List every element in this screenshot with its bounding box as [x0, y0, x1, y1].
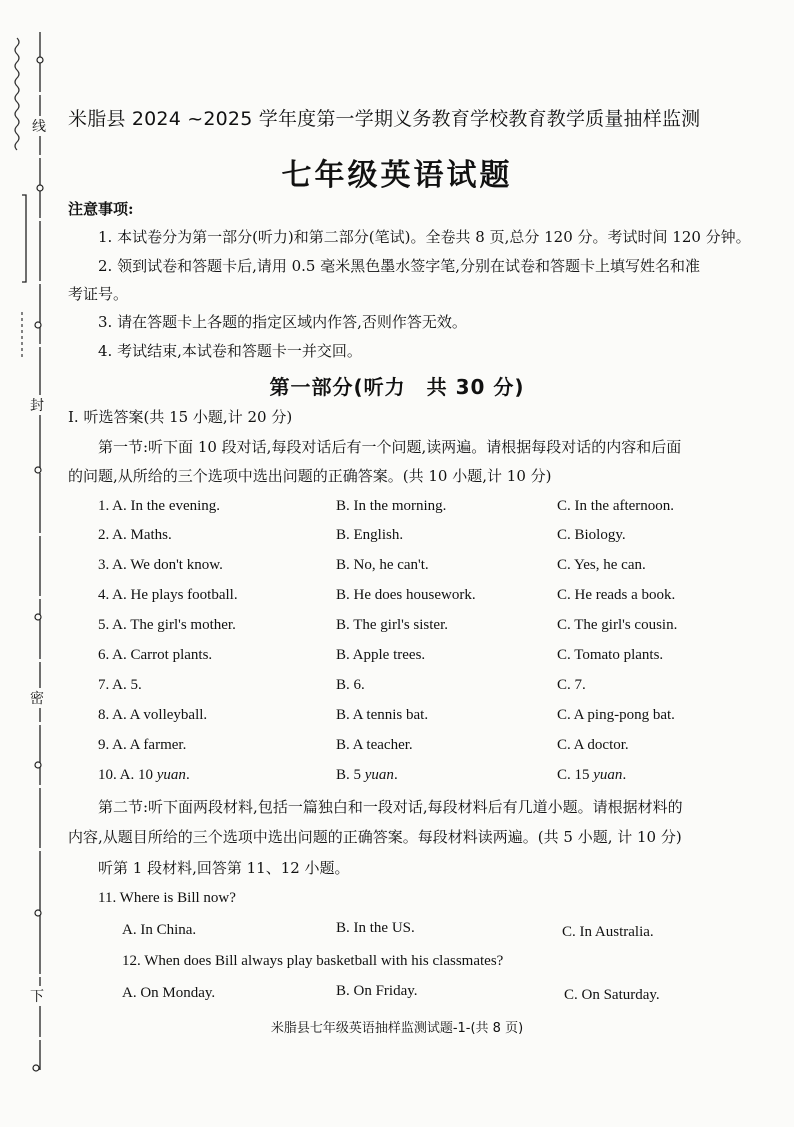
option-b: B. He does housework.: [336, 587, 476, 603]
notice-heading: 注意事项:: [68, 200, 134, 218]
question-11-stem: 11. Where is Bill now?: [98, 890, 236, 906]
option-c: C. A ping-pong bat.: [557, 707, 675, 723]
subsection-one-line-2: 的问题,从所给的三个选项中选出问题的正确答案。(共 10 小题,计 10 分): [68, 467, 552, 485]
option-b: B. English.: [336, 527, 404, 543]
binding-label-xia: 下: [30, 986, 44, 1006]
option-c: C. He reads a book.: [557, 587, 676, 603]
section-title: Ⅰ. 听选答案(共 15 小题,计 20 分): [68, 408, 293, 426]
option-c: C. Tomato plants.: [557, 647, 664, 663]
option-a: 8. A. A volleyball.: [98, 707, 208, 723]
option-a: A. In China.: [122, 922, 197, 938]
notice-item-2: 2. 领到试卷和答题卡后,请用 0.5 毫米黑色墨水签字笔,分别在试卷和答题卡上填写姓名和准: [98, 257, 701, 275]
exam-header: 米脂县 2024 ~2025 学年度第一学期义务教育学校教育教学质量抽样监测: [68, 108, 701, 130]
option-b: B. 5 yuan.: [336, 767, 398, 783]
option-c: C. On Saturday.: [564, 987, 660, 1003]
option-b: B. In the morning.: [336, 498, 447, 514]
binding-label-xian: 线: [32, 116, 46, 136]
exam-title: 七年级英语试题: [281, 158, 513, 193]
option-b: B. In the US.: [336, 920, 415, 936]
notice-item-2-cont: 考证号。: [68, 285, 129, 303]
page-footer: 米脂县七年级英语抽样监测试题-1-(共 8 页): [270, 1021, 524, 1036]
option-c: C. In the afternoon.: [557, 498, 675, 514]
option-b: B. Apple trees.: [336, 647, 426, 663]
option-a: 6. A. Carrot plants.: [98, 647, 213, 663]
notice-item-3: 3. 请在答题卡上各题的指定区域内作答,否则作答无效。: [98, 313, 467, 331]
option-a: 7. A. 5.: [98, 677, 142, 693]
option-b: B. 6.: [336, 677, 365, 693]
option-a: 9. A. A farmer.: [98, 737, 187, 753]
option-a: 3. A. We don't know.: [98, 557, 223, 573]
option-a: 2. A. Maths.: [98, 527, 172, 543]
option-a: 10. A. 10 yuan.: [98, 767, 190, 783]
option-b: B. A tennis bat.: [336, 707, 429, 723]
binding-label-mi: 密: [30, 688, 44, 708]
listen-instruction: 听第 1 段材料,回答第 11、12 小题。: [98, 859, 350, 877]
option-b: B. On Friday.: [336, 983, 418, 999]
binding-label-feng: 封: [30, 395, 44, 415]
option-c: C. In Australia.: [562, 924, 654, 940]
subsection-two-line-1: 第二节:听下面两段材料,包括一篇独白和一段对话,每段材料后有几道小题。请根据材料的: [98, 798, 683, 816]
question-12-stem: 12. When does Bill always play basketball with his classmates?: [122, 953, 504, 969]
option-b: B. A teacher.: [336, 737, 413, 753]
option-c: C. 7.: [557, 677, 586, 693]
option-b: B. No, he can't.: [336, 557, 429, 573]
option-c: C. The girl's cousin.: [557, 617, 678, 633]
notice-item-1: 1. 本试卷分为第一部分(听力)和第二部分(笔试)。全卷共 8 页,总分 120 分。考试时间 120 分钟。: [98, 228, 751, 246]
option-a: 5. A. The girl's mother.: [98, 617, 236, 633]
option-b: B. The girl's sister.: [336, 617, 449, 633]
notice-item-4: 4. 考试结束,本试卷和答题卡一并交回。: [98, 342, 362, 360]
option-a: 4. A. He plays football.: [98, 587, 238, 603]
subsection-two-line-2: 内容,从题目所给的三个选项中选出问题的正确答案。每段材料读两遍。(共 5 小题, 计 10 分): [68, 828, 682, 846]
option-a: A. On Monday.: [122, 985, 216, 1001]
part-one-heading: 第一部分(听力 共 30 分): [269, 375, 525, 399]
option-c: C. Yes, he can.: [557, 557, 646, 573]
subsection-one-line-1: 第一节:听下面 10 段对话,每段对话后有一个问题,读两遍。请根据每段对话的内容和后面: [98, 438, 682, 456]
option-a: 1. A. In the evening.: [98, 498, 221, 514]
option-c: C. A doctor.: [557, 737, 629, 753]
option-c: C. Biology.: [557, 527, 626, 543]
option-c: C. 15 yuan.: [557, 767, 627, 783]
